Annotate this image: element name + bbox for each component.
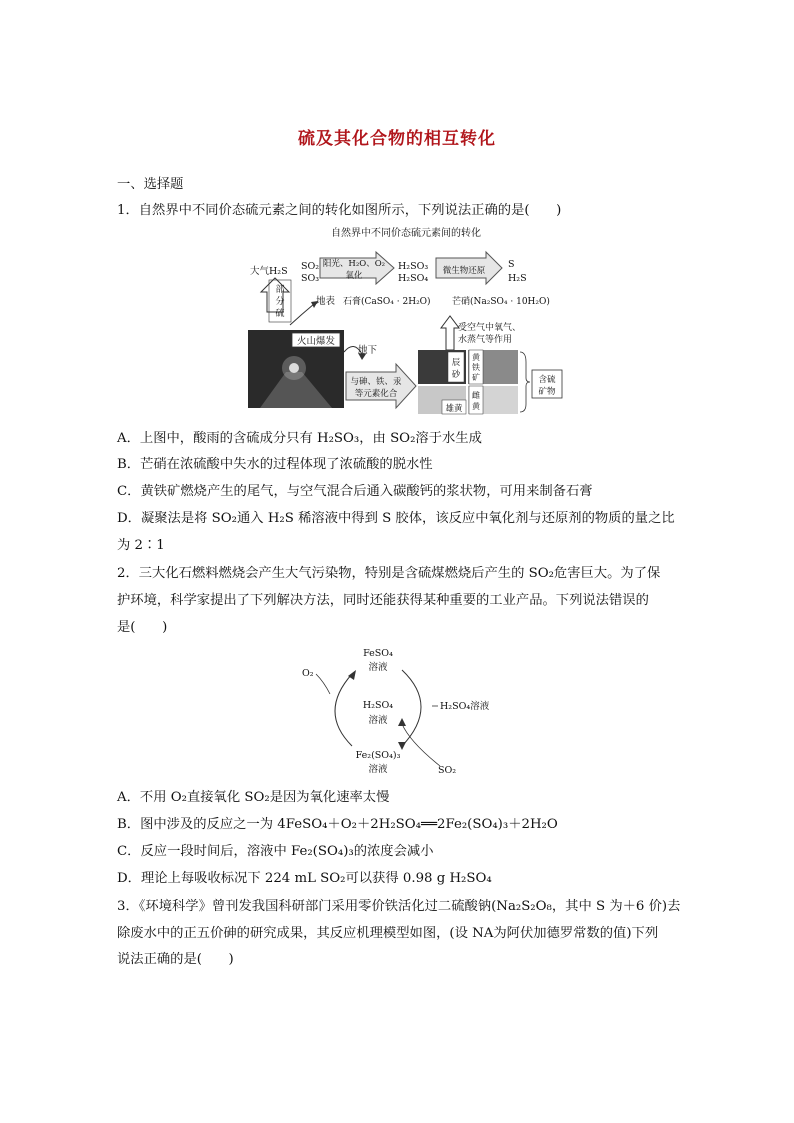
fig1-h2s: H₂S [508, 273, 527, 284]
fig2-o2: O₂ [302, 668, 314, 679]
fig1-part-2: 分 [275, 297, 285, 307]
fig1-oxidation-bottom: 氧化 [345, 271, 363, 281]
fig2-left-arc [335, 674, 352, 746]
fig1-combine-1: 与砷、铁、汞 [350, 377, 402, 387]
q3-stem-line2: 除废水中的正五价砷的研究成果，其反应机理模型如图，(设 NA为阿伏加德罗常数的值)下列 [117, 926, 659, 941]
q2-stem-line3: 是( ) [117, 620, 168, 635]
q1-option-d-line1: D．凝聚法是将 SO₂通入 H₂S 稀溶液中得到 S 胶体，该反应中氧化剂与还原剂的物质的量之比 [117, 511, 675, 526]
q1-figure [246, 222, 566, 417]
fig1-pyrite-1: 黄 [472, 353, 480, 362]
fig1-sulfur-mineral-2: 矿物 [538, 387, 556, 397]
q2-option-d: D．理论上每吸收标况下 224 mL SO₂可以获得 0.98 g H₂SO₄ [117, 871, 492, 886]
fig1-part-3: 硫 [275, 309, 285, 319]
q2-option-b: B．图中涉及的反应之一为 4FeSO₄＋O₂＋2H₂SO₄══2Fe₂(SO₄)₃＋2H₂O [117, 817, 558, 832]
fig2-h2so4-out: H₂SO₄溶液 [440, 701, 490, 712]
fig1-reduction: 微生物还原 [442, 266, 486, 276]
q3-stem-line1: 3．《环境科学》曾刊发我国科研部门采用零价铁活化过二硫酸钠(Na₂S₂O₈，其中 S 为＋6 价)去 [117, 899, 681, 914]
fig1-volcano-label: 火山爆发 [296, 336, 336, 347]
fig1-s: S [508, 259, 515, 270]
fig2-fe2so43: Fe₂(SO₄)₃ [355, 750, 401, 761]
q2-stem-line2: 护环境，科学家提出了下列解决方法，同时还能获得某种重要的工业产品。下列说法错误的 [117, 593, 649, 608]
fig2-h2so4-sol: 溶液 [368, 715, 388, 726]
fig1-h2so4: H₂SO₄ [398, 273, 429, 284]
fig1-underground: 地下 [358, 345, 378, 356]
q1-option-b: B．芒硝在浓硫酸中失水的过程体现了浓硫酸的脱水性 [117, 457, 433, 472]
fig1-atm-h2s: 大气H₂S [250, 266, 288, 277]
fig1-sulfur-mineral-1: 含硫 [538, 375, 556, 385]
fig1-pyrite-3: 矿 [472, 373, 480, 382]
fig1-cinnabar-1: 辰 [451, 358, 461, 368]
fig2-so2: SO₂ [438, 765, 457, 776]
fig1-part-1: 部 [275, 285, 285, 295]
fig2-feso4: FeSO₄ [363, 648, 393, 659]
fig2-right-arc [402, 670, 421, 746]
fig1-weather-1: 受空气中氧气、 [458, 323, 522, 333]
fig1-so3: SO₃ [301, 273, 320, 284]
fig1-gypsum: 石膏(CaSO₄ · 2H₂O) [343, 297, 431, 307]
fig1-oxidation-top: 阳光、H₂O、O₂ [322, 259, 386, 269]
q2-option-c: C．反应一段时间后，溶液中 Fe₂(SO₄)₃的浓度会减小 [117, 844, 434, 859]
q1-option-c: C．黄铁矿燃烧产生的尾气，与空气混合后通入碳酸钙的浆状物，可用来制备石膏 [117, 484, 593, 499]
q1-option-a: A．上图中，酸雨的含硫成分只有 H₂SO₃，由 SO₂溶于水生成 [117, 431, 482, 446]
fig1-realgar: 雄黄 [445, 404, 463, 414]
q2-option-a: A．不用 O₂直接氧化 SO₂是因为氧化速率太慢 [117, 790, 390, 805]
fig1-combine-2: 等元素化合 [354, 389, 398, 399]
fig1-cinnabar-2: 砂 [451, 370, 461, 380]
q1-stem: 1．自然界中不同价态硫元素之间的转化如图所示，下列说法正确的是( ) [117, 203, 562, 218]
q2-figure [290, 642, 510, 782]
q2-stem-line1: 2．三大化石燃料燃烧会产生大气污染物，特别是含硫煤燃烧后产生的 SO₂危害巨大。为了保 [117, 566, 661, 581]
q3-stem-line3: 说法正确的是( ) [117, 952, 234, 967]
page-title: 硫及其化合物的相互转化 [298, 129, 496, 149]
fig1-orpiment-2: 黄 [472, 402, 480, 411]
fig1-mirabilite: 芒硝(Na₂SO₄ · 10H₂O) [452, 297, 550, 307]
fig2-feso4-sol: 溶液 [368, 662, 388, 673]
fig1-pyrite-2: 铁 [472, 363, 480, 372]
fig1-orpiment-1: 雌 [472, 391, 480, 400]
fig1-h2so3: H₂SO₃ [398, 261, 429, 272]
q1-option-d-line2: 为 2∶1 [117, 538, 165, 553]
fig1-weather-2: 水蒸气等作用 [458, 335, 513, 345]
fig1-so2: SO₂ [301, 261, 320, 272]
fig1-weather-arrow [441, 316, 459, 350]
fig1-surface: 地表 [316, 296, 336, 307]
fig1-caption: 自然界中不同价态硫元素间的转化 [331, 228, 481, 239]
fig2-fe2so43-sol: 溶液 [368, 764, 388, 775]
fig2-h2so4: H₂SO₄ [362, 700, 394, 711]
section-heading: 一、选择题 [117, 177, 184, 192]
